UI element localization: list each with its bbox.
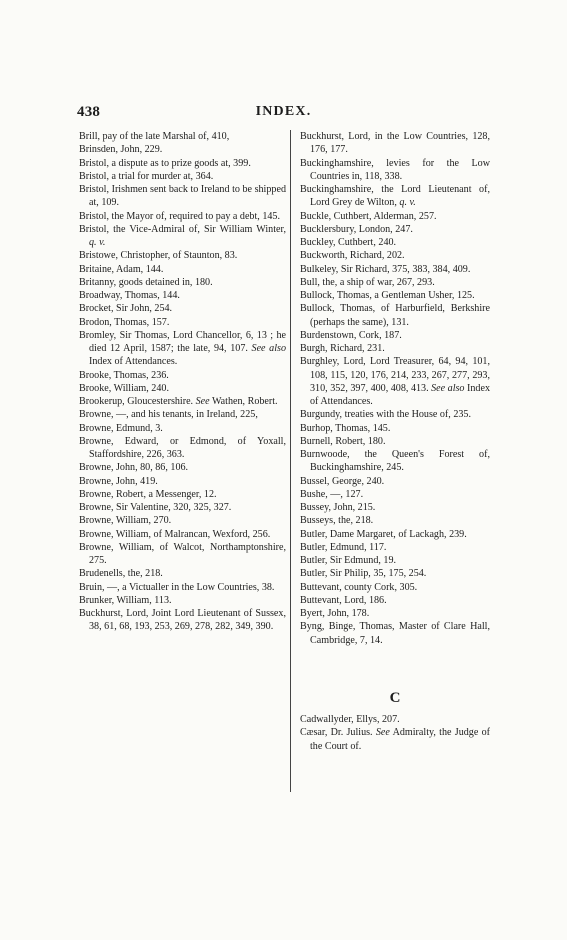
index-entry: Brinsden, John, 229. [79, 144, 163, 156]
index-column-left [79, 130, 286, 634]
index-entry: Buckinghamshire, the Lord Lieutenant of, Lord Grey de Wilton, q. v. [300, 184, 490, 209]
index-entry: Bullock, Thomas, a Gentleman Usher, 125. [300, 290, 475, 301]
index-entry: Buttevant, Lord, 186. [300, 594, 387, 606]
index-entry: Britanny, goods detained in, 180. [79, 276, 213, 288]
index-entry: Burnell, Robert, 180. [300, 435, 386, 447]
index-entry: Britaine, Adam, 144. [79, 263, 164, 275]
index-entry: Burhop, Thomas, 145. [300, 422, 391, 434]
index-entry: Browne, John, 419. [79, 475, 158, 487]
index-entry: Cadwallyder, Ellys, 207. [300, 714, 400, 725]
index-entry: Brunker, William, 113. [79, 594, 172, 606]
index-entry: Bussey, John, 215. [300, 502, 376, 513]
index-entry: Burnwoode, the Queen's Forest of, Buckinghamshire, 245. [300, 449, 490, 474]
index-entry: Browne, Sir Valentine, 320, 325, 327. [79, 502, 232, 513]
index-entry: Bruin, —, a Victualler in the Low Countries, 38. [79, 581, 275, 593]
index-entry: Butler, Dame Margaret, of Lackagh, 239. [300, 528, 467, 540]
index-entry: Browne, —, and his tenants, in Ireland, 225, [79, 409, 258, 421]
index-entry: Brookerup, Gloucestershire. See Wathen, Robert. [79, 396, 278, 407]
index-entry: Browne, William, of Malrancan, Wexford, 256. [79, 528, 271, 540]
index-entry: Bristol, Irishmen sent back to Ireland to be shipped at, 109. [79, 184, 286, 209]
index-entry: Butler, Sir Edmund, 19. [300, 555, 397, 566]
index-entry: Burgh, Richard, 231. [300, 343, 385, 354]
index-entry: Bristol, a trial for murder at, 364. [79, 170, 214, 182]
index-entry: Browne, William, of Walcot, Northamptonshire, 275. [79, 541, 286, 566]
index-entry: Buttevant, county Cork, 305. [300, 581, 418, 593]
index-entry: Buckle, Cuthbert, Alderman, 257. [300, 210, 437, 222]
index-entry: Browne, Edward, or Edmond, of Yoxall, Staffordshire, 226, 363. [79, 435, 286, 460]
index-entry: Busseys, the, 218. [300, 515, 374, 527]
index-entry: Butler, Sir Philip, 35, 175, 254. [300, 568, 427, 580]
index-entry: Brooke, Thomas, 236. [79, 369, 169, 381]
index-entry: Browne, William, 270. [79, 515, 172, 527]
index-entry: Bristowe, Christopher, of Staunton, 83. [79, 250, 238, 262]
index-entry: Bussel, George, 240. [300, 475, 385, 487]
index-entry: Buckinghamshire, levies for the Low Countries in, 118, 338. [300, 157, 490, 182]
index-entry: Bucklersbury, London, 247. [300, 223, 413, 235]
index-entry: Bristol, a dispute as to prize goods at, 399. [79, 157, 251, 169]
index-entry: Burdenstown, Cork, 187. [300, 329, 402, 341]
section-heading-c: C [389, 689, 401, 706]
index-entry: Buckhurst, Lord, Joint Lord Lieutenant of Sussex, 38, 61, 68, 193, 253, 269, 278, 282, 349, 390. [79, 608, 286, 633]
index-entry: Burghley, Lord, Lord Treasurer, 64, 94, 101, 108, 115, 120, 176, 214, 233, 267, 277, 293, 310, 352, 397, 400, 408, 413. See also Index of Attendances. [300, 356, 490, 407]
index-entry: Browne, John, 80, 86, 106. [79, 462, 189, 474]
column-divider [290, 130, 291, 792]
index-entry: Byert, John, 178. [300, 608, 370, 619]
index-entry: Buckhurst, Lord, in the Low Countries, 128, 176, 177. [300, 131, 490, 156]
index-entry: Bushe, —, 127. [300, 488, 364, 500]
index-entry: Bromley, Sir Thomas, Lord Chancellor, 6, 13 ; he died 12 April, 1587; the late, 94, 107. See also Index of Attendances. [79, 329, 286, 368]
index-column-right [300, 130, 490, 753]
running-head: INDEX. [255, 104, 312, 119]
index-entry: Brudenells, the, 218. [79, 568, 163, 580]
index-entry: Buckley, Cuthbert, 240. [300, 237, 397, 248]
index-entry: Buckworth, Richard, 202. [300, 250, 405, 262]
index-entry: Browne, Edmund, 3. [79, 422, 163, 434]
section-spacer [300, 647, 490, 679]
index-entry: Bristol, the Vice-Admiral of, Sir William Winter, q. v. [79, 223, 286, 248]
index-entry: Brocket, Sir John, 254. [79, 303, 173, 315]
index-entry: Cæsar, Dr. Julius. See Admiralty, the Judge of the Court of. [300, 727, 490, 752]
index-entry: Bullock, Thomas, of Harburfield, Berkshire (perhaps the same), 131. [300, 303, 490, 328]
index-entry: Burgundy, treaties with the House of, 235. [300, 409, 472, 421]
index-entry: Bristol, the Mayor of, required to pay a debt, 145. [79, 210, 280, 222]
page-number: 438 [77, 104, 101, 120]
index-entry: Bull, the, a ship of war, 267, 293. [300, 276, 435, 288]
index-entry: Bulkeley, Sir Richard, 375, 383, 384, 409. [300, 263, 471, 275]
index-entry: Browne, Robert, a Messenger, 12. [79, 488, 217, 500]
index-entry: Brill, pay of the late Marshal of, 410, [79, 131, 230, 142]
index-entry: Brodon, Thomas, 157. [79, 316, 170, 328]
index-entry: Brooke, William, 240. [79, 382, 169, 394]
index-entry: Butler, Edmund, 117. [300, 541, 387, 553]
index-entry: Broadway, Thomas, 144. [79, 290, 180, 301]
index-entry: Byng, Binge, Thomas, Master of Clare Hall, Cambridge, 7, 14. [300, 621, 490, 646]
